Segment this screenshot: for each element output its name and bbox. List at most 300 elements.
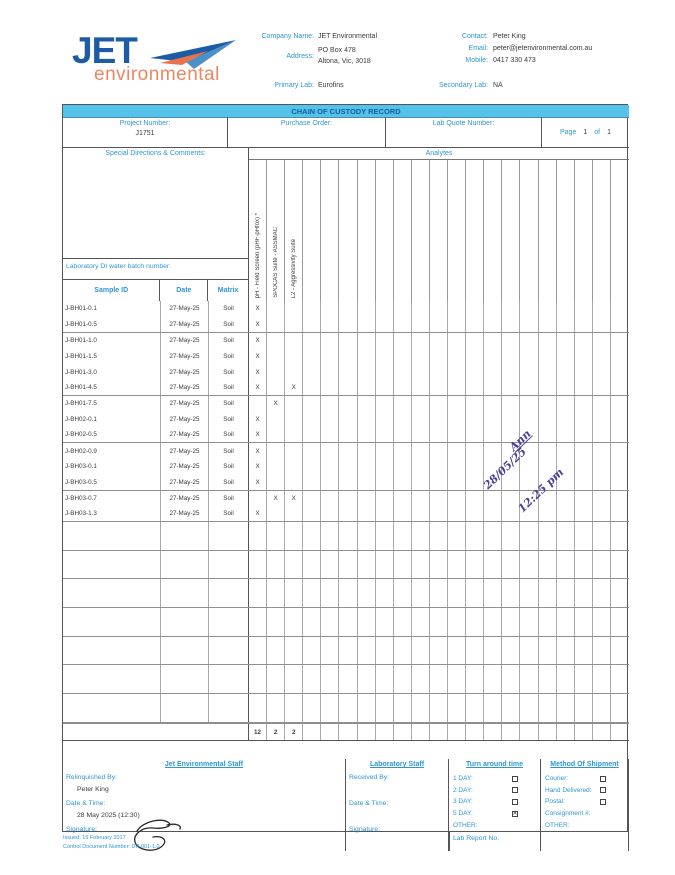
analyte-mark-cell [285, 443, 303, 459]
sample-id-cell [63, 665, 161, 693]
analyte-mark-cell [285, 348, 303, 364]
analyte-mark-cell [358, 579, 376, 607]
analyte-total-cell [611, 724, 629, 740]
turnaround-header: Turn around time [465, 761, 524, 768]
analyte-mark-cell [358, 427, 376, 442]
analyte-mark-cell [502, 694, 520, 722]
analyte-mark-cell [593, 348, 611, 364]
purchase-order-label: Purchase Order: [280, 120, 333, 127]
analyte-column-label: pH - Field Screen (pHF-pHfox) * [254, 212, 261, 298]
analyte-mark-cell [358, 506, 376, 521]
shipment-option-label: Courier: [545, 775, 569, 783]
logo-jet-text: JET [72, 30, 137, 71]
analyte-mark-cell: X [267, 491, 285, 507]
analyte-total-cell [303, 724, 321, 740]
analyte-mark-cell [611, 522, 629, 550]
analyte-mark-cell [358, 317, 376, 332]
analyte-total-cell [394, 724, 412, 740]
sample-id-cell [63, 522, 161, 550]
analyte-mark-cell [611, 579, 629, 607]
issued-note: Issued: 15 February 2017 [63, 835, 126, 841]
primary-lab-value: Eurofins [318, 82, 344, 89]
analyte-mark-cell [520, 317, 538, 332]
sample-id-cell: J-BH03-0.7 [63, 491, 161, 507]
analyte-mark-cell: X [249, 333, 267, 349]
analyte-mark-cell [394, 301, 412, 317]
analyte-mark-cell [321, 412, 339, 428]
analyte-mark-cell [412, 694, 430, 722]
analyte-mark-cell [575, 608, 593, 636]
analyte-mark-cell [611, 333, 629, 349]
mobile-value: 0417 330 473 [493, 57, 536, 64]
analyte-total-cell [502, 724, 520, 740]
analyte-total-cell [466, 724, 484, 740]
analyte-mark-cell [539, 694, 557, 722]
analyte-mark-cell [430, 551, 448, 579]
analyte-total-cell [593, 724, 611, 740]
info-row [63, 117, 629, 148]
analyte-mark-cell [358, 608, 376, 636]
analyte-mark-cell [267, 665, 285, 693]
analyte-mark-cell [321, 608, 339, 636]
analyte-mark-cell [376, 475, 394, 490]
analyte-mark-cell [484, 694, 502, 722]
shipment-checkbox [600, 787, 606, 793]
analyte-mark-cell [321, 475, 339, 490]
analyte-mark-cell [448, 443, 466, 459]
analyte-mark-cell [520, 301, 538, 317]
analyte-mark-cell [484, 380, 502, 395]
analyte-total-cell [557, 724, 575, 740]
turnaround-option-row [449, 808, 540, 820]
analyte-mark-cell [448, 380, 466, 395]
analyte-mark-cell [412, 301, 430, 317]
analyte-mark-cell [412, 348, 430, 364]
analyte-mark-cell [376, 412, 394, 428]
table-row [63, 333, 629, 349]
lab-report-no-label: Lab Report No. [453, 835, 500, 842]
sample-id-cell: J-BH03-1.3 [63, 506, 161, 521]
date-cell [161, 551, 209, 579]
analyte-mark-cell [466, 637, 484, 665]
analyte-mark-cell [430, 491, 448, 507]
analyte-mark-cell [394, 637, 412, 665]
analyte-total-cell [448, 724, 466, 740]
turnaround-option-label: 3 DAY: [453, 798, 473, 806]
sample-table-header-row [63, 279, 249, 301]
analyte-mark-cell [321, 317, 339, 332]
analyte-mark-cell [303, 459, 321, 475]
analyte-mark-cell [430, 694, 448, 722]
analyte-mark-cell [448, 333, 466, 349]
secondary-lab-value: NA [493, 82, 503, 89]
mobile-label: Mobile: [465, 57, 488, 64]
analyte-mark-cell [484, 364, 502, 380]
analyte-total-cell [358, 724, 376, 740]
analyte-mark-cell [267, 364, 285, 380]
analyte-mark-cell [448, 301, 466, 317]
page-number-cell [542, 117, 629, 147]
analyte-mark-cell [303, 317, 321, 332]
analyte-mark-cell [267, 522, 285, 550]
analyte-mark-cell [575, 364, 593, 380]
analyte-column-header [448, 160, 466, 301]
matrix-cell: Soil [209, 412, 249, 428]
matrix-cell [209, 551, 249, 579]
analyte-mark-cell [285, 333, 303, 349]
date-cell: 27-May-25 [161, 475, 209, 490]
sample-id-cell: J-BH01-3.0 [63, 364, 161, 380]
sample-id-cell [63, 551, 161, 579]
analyte-mark-cell [339, 491, 357, 507]
shipment-option-label: Postal: [545, 798, 565, 806]
analyte-mark-cell [412, 443, 430, 459]
analyte-mark-cell [394, 506, 412, 521]
analyte-mark-cell [539, 380, 557, 395]
analyte-mark-cell [502, 396, 520, 412]
lab-quote-cell [386, 117, 542, 147]
analyte-mark-cell [539, 317, 557, 332]
analyte-mark-cell [520, 637, 538, 665]
analyte-mark-cell [557, 579, 575, 607]
matrix-cell [209, 579, 249, 607]
sample-id-cell [63, 579, 161, 607]
analyte-mark-cell [303, 522, 321, 550]
analyte-column-header [267, 160, 285, 301]
analyte-mark-cell [339, 333, 357, 349]
table-row [63, 380, 629, 396]
empty-table-row [63, 694, 629, 723]
empty-table-row [63, 665, 629, 694]
analyte-mark-cell [593, 551, 611, 579]
shipment-checkbox [600, 799, 606, 805]
analyte-mark-cell [611, 637, 629, 665]
analyte-mark-cell [376, 443, 394, 459]
analyte-mark-cell [358, 637, 376, 665]
date-cell: 27-May-25 [161, 491, 209, 507]
analyte-mark-cell: X [249, 427, 267, 442]
turnaround-option-row [449, 796, 540, 808]
sample-id-cell: J-BH01-1.5 [63, 348, 161, 364]
turnaround-checkbox [512, 776, 518, 782]
analyte-mark-cell [575, 665, 593, 693]
analyte-mark-cell [611, 364, 629, 380]
analyte-mark-cell [430, 317, 448, 332]
analyte-mark-cell [611, 412, 629, 428]
empty-table-row [63, 608, 629, 637]
analyte-mark-cell [339, 380, 357, 395]
analyte-mark-cell [412, 522, 430, 550]
analyte-mark-cell [321, 364, 339, 380]
analyte-mark-cell [303, 579, 321, 607]
analyte-mark-cell [285, 396, 303, 412]
analyte-mark-cell [339, 637, 357, 665]
analyte-mark-cell [321, 333, 339, 349]
analyte-mark-cell [466, 396, 484, 412]
analyte-total-cell [520, 724, 538, 740]
analyte-mark-cell [539, 348, 557, 364]
analyte-mark-cell [267, 551, 285, 579]
matrix-cell: Soil [209, 506, 249, 521]
analyte-mark-cell [285, 459, 303, 475]
analyte-column-header [557, 160, 575, 301]
empty-table-row [63, 637, 629, 666]
sample-id-cell: J-BH01-1.0 [63, 333, 161, 349]
analyte-mark-cell [376, 301, 394, 317]
analyte-mark-cell [358, 475, 376, 490]
matrix-header: Matrix [217, 287, 239, 294]
analyte-mark-cell [611, 506, 629, 521]
analyte-mark-cell [339, 396, 357, 412]
analyte-mark-cell [412, 551, 430, 579]
analyte-mark-cell [611, 396, 629, 412]
analyte-mark-cell: X [249, 348, 267, 364]
analyte-mark-cell [249, 396, 267, 412]
matrix-cell: Soil [209, 443, 249, 459]
analyte-column-header [285, 160, 303, 301]
relinquished-by-label: Relinquished By: [66, 774, 118, 781]
analyte-mark-cell [394, 491, 412, 507]
analyte-mark-cell [557, 608, 575, 636]
secondary-lab-label: Secondary Lab: [438, 82, 488, 89]
lab-datetime-label: Date & Time: [349, 800, 389, 807]
analyte-mark-cell [339, 506, 357, 521]
analyte-mark-cell [430, 443, 448, 459]
matrix-cell [209, 522, 249, 550]
analytes-label: Analytes [425, 150, 453, 157]
analyte-column-header [394, 160, 412, 301]
analyte-mark-cell [394, 459, 412, 475]
analyte-mark-cell [303, 364, 321, 380]
analyte-mark-cell [430, 396, 448, 412]
analyte-mark-cell [412, 475, 430, 490]
analyte-mark-cell [466, 348, 484, 364]
analyte-mark-cell [321, 694, 339, 722]
special-directions-label: Special Directions & Comments: [105, 150, 206, 157]
date-cell: 27-May-25 [161, 506, 209, 521]
matrix-cell: Soil [209, 317, 249, 332]
analyte-mark-cell [466, 579, 484, 607]
totals-row-wrap [63, 723, 629, 741]
analyte-mark-cell [557, 380, 575, 395]
shipment-checkbox [600, 776, 606, 782]
analyte-mark-cell [376, 348, 394, 364]
empty-table-row [63, 551, 629, 580]
analyte-column-header [575, 160, 593, 301]
analyte-mark-cell [394, 317, 412, 332]
analyte-mark-cell [321, 348, 339, 364]
analyte-mark-cell [412, 491, 430, 507]
analyte-mark-cell [484, 665, 502, 693]
analyte-mark-cell [539, 579, 557, 607]
analyte-mark-cell [539, 301, 557, 317]
purchase-order-cell [228, 117, 386, 147]
project-number-cell [63, 117, 228, 147]
analyte-mark-cell [376, 427, 394, 442]
analyte-mark-cell [303, 348, 321, 364]
handwriting-time: 12:25 pm [515, 465, 567, 516]
analyte-mark-cell [539, 551, 557, 579]
turnaround-option-label: OTHER: [453, 821, 478, 829]
control-document-note: Control Document Number: DP-001-1.0 [63, 844, 160, 850]
analyte-mark-cell [249, 491, 267, 507]
analyte-mark-cell [303, 412, 321, 428]
matrix-cell [209, 637, 249, 665]
analyte-mark-cell [575, 348, 593, 364]
logo-environmental-text: environmental [94, 64, 220, 85]
analyte-mark-cell [611, 348, 629, 364]
analyte-mark-cell [412, 380, 430, 395]
analyte-mark-cell [412, 364, 430, 380]
analyte-mark-cell [394, 522, 412, 550]
analyte-mark-cell [484, 579, 502, 607]
turnaround-checkbox [512, 787, 518, 793]
analyte-mark-cell [484, 301, 502, 317]
special-directions-cell [63, 148, 249, 258]
analyte-mark-cell [376, 506, 394, 521]
analyte-mark-cell [448, 665, 466, 693]
sample-id-cell: J-BH03-0.1 [63, 459, 161, 475]
matrix-cell: Soil [209, 380, 249, 395]
analyte-mark-cell [358, 301, 376, 317]
shipment-option-row [541, 808, 628, 820]
analyte-mark-cell [376, 522, 394, 550]
date-header: Date [160, 280, 208, 301]
analyte-total-cell: 2 [285, 724, 303, 740]
analyte-mark-cell [321, 522, 339, 550]
analyte-total-cell: 2 [267, 724, 285, 740]
analyte-mark-cell [593, 380, 611, 395]
analyte-mark-cell [249, 665, 267, 693]
matrix-cell: Soil [209, 475, 249, 490]
date-cell: 27-May-25 [161, 317, 209, 332]
analyte-mark-cell [593, 637, 611, 665]
analyte-mark-cell [557, 348, 575, 364]
matrix-cell: Soil [209, 427, 249, 442]
project-number-value: J1751 [135, 130, 155, 137]
analyte-mark-cell [303, 475, 321, 490]
analyte-mark-cell [376, 637, 394, 665]
analyte-mark-cell [593, 396, 611, 412]
contact-value: Peter King [493, 33, 526, 40]
address-line2: Altona, Vic, 3018 [318, 58, 371, 65]
analyte-mark-cell [466, 364, 484, 380]
analyte-mark-cell [267, 333, 285, 349]
analyte-mark-cell [321, 491, 339, 507]
email-value: peter@jetenvironmental.com.au [493, 45, 593, 52]
analyte-mark-cell [303, 608, 321, 636]
analyte-mark-cell [611, 608, 629, 636]
table-row [63, 364, 629, 380]
analyte-mark-cell [249, 579, 267, 607]
analyte-mark-cell [430, 665, 448, 693]
analyte-mark-cell [502, 348, 520, 364]
analyte-mark-cell [448, 412, 466, 428]
sample-id-cell [63, 608, 161, 636]
analyte-mark-cell [430, 380, 448, 395]
analyte-mark-cell [321, 443, 339, 459]
analyte-mark-cell [448, 579, 466, 607]
analyte-mark-cell [303, 665, 321, 693]
handwritten-annotation [478, 418, 598, 528]
analyte-mark-cell [267, 443, 285, 459]
analyte-mark-cell [376, 396, 394, 412]
analyte-mark-cell [448, 475, 466, 490]
lab-staff-header: Laboratory Staff [369, 761, 425, 768]
analyte-mark-cell [448, 522, 466, 550]
analyte-mark-cell [267, 475, 285, 490]
turnaround-option-label: 1 DAY: [453, 775, 473, 783]
analyte-mark-cell [303, 333, 321, 349]
analyte-mark-cell [267, 317, 285, 332]
analyte-mark-cell [376, 317, 394, 332]
matrix-cell [209, 608, 249, 636]
analyte-mark-cell [520, 608, 538, 636]
analyte-mark-cell [412, 459, 430, 475]
analyte-mark-cell [321, 301, 339, 317]
company-name-value: JET Environmental [318, 33, 378, 40]
analyte-mark-cell [430, 522, 448, 550]
analyte-mark-cell [339, 475, 357, 490]
turnaround-option-label: 5 DAY: [453, 810, 473, 818]
analyte-mark-cell [593, 364, 611, 380]
analyte-mark-cell [502, 608, 520, 636]
matrix-cell: Soil [209, 301, 249, 317]
analyte-mark-cell [448, 551, 466, 579]
analyte-mark-cell [520, 579, 538, 607]
page-current: 1 [583, 128, 588, 136]
analyte-mark-cell [376, 694, 394, 722]
analyte-mark-cell [502, 333, 520, 349]
document-title: CHAIN OF CUSTODY RECORD [291, 106, 401, 116]
analyte-mark-cell [539, 665, 557, 693]
sample-id-cell: J-BH03-0.5 [63, 475, 161, 490]
email-label: Email: [468, 45, 488, 52]
analyte-mark-cell [267, 506, 285, 521]
analyte-mark-cell [502, 665, 520, 693]
analyte-mark-cell [430, 427, 448, 442]
sample-id-cell: J-BH02-0.5 [63, 427, 161, 442]
analyte-mark-cell [466, 317, 484, 332]
shipment-option-label: Consignment #: [545, 810, 591, 818]
analyte-mark-cell [303, 396, 321, 412]
address-line1: PO Box 478 [318, 47, 356, 54]
date-cell: 27-May-25 [161, 364, 209, 380]
analyte-mark-cell [358, 380, 376, 395]
date-cell: 27-May-25 [161, 333, 209, 349]
relinquisher-signature-scribble [125, 815, 197, 860]
analyte-header-grid [249, 160, 629, 301]
jet-datetime-label: Date & Time: [66, 800, 106, 807]
analyte-mark-cell [412, 333, 430, 349]
analyte-total-cell [376, 724, 394, 740]
analyte-total-cell: 12 [249, 724, 267, 740]
analyte-mark-cell [303, 506, 321, 521]
analyte-mark-cell [502, 317, 520, 332]
sample-id-cell: J-BH02-0.1 [63, 412, 161, 428]
analyte-mark-cell [376, 459, 394, 475]
analyte-column-header [520, 160, 538, 301]
page-total: 1 [607, 128, 611, 136]
analyte-mark-cell [430, 364, 448, 380]
analyte-mark-cell [376, 579, 394, 607]
analyte-mark-cell [358, 491, 376, 507]
date-cell: 27-May-25 [161, 427, 209, 442]
analyte-mark-cell [285, 506, 303, 521]
analyte-mark-cell [285, 412, 303, 428]
analyte-mark-cell: X [285, 491, 303, 507]
sample-id-cell [63, 637, 161, 665]
